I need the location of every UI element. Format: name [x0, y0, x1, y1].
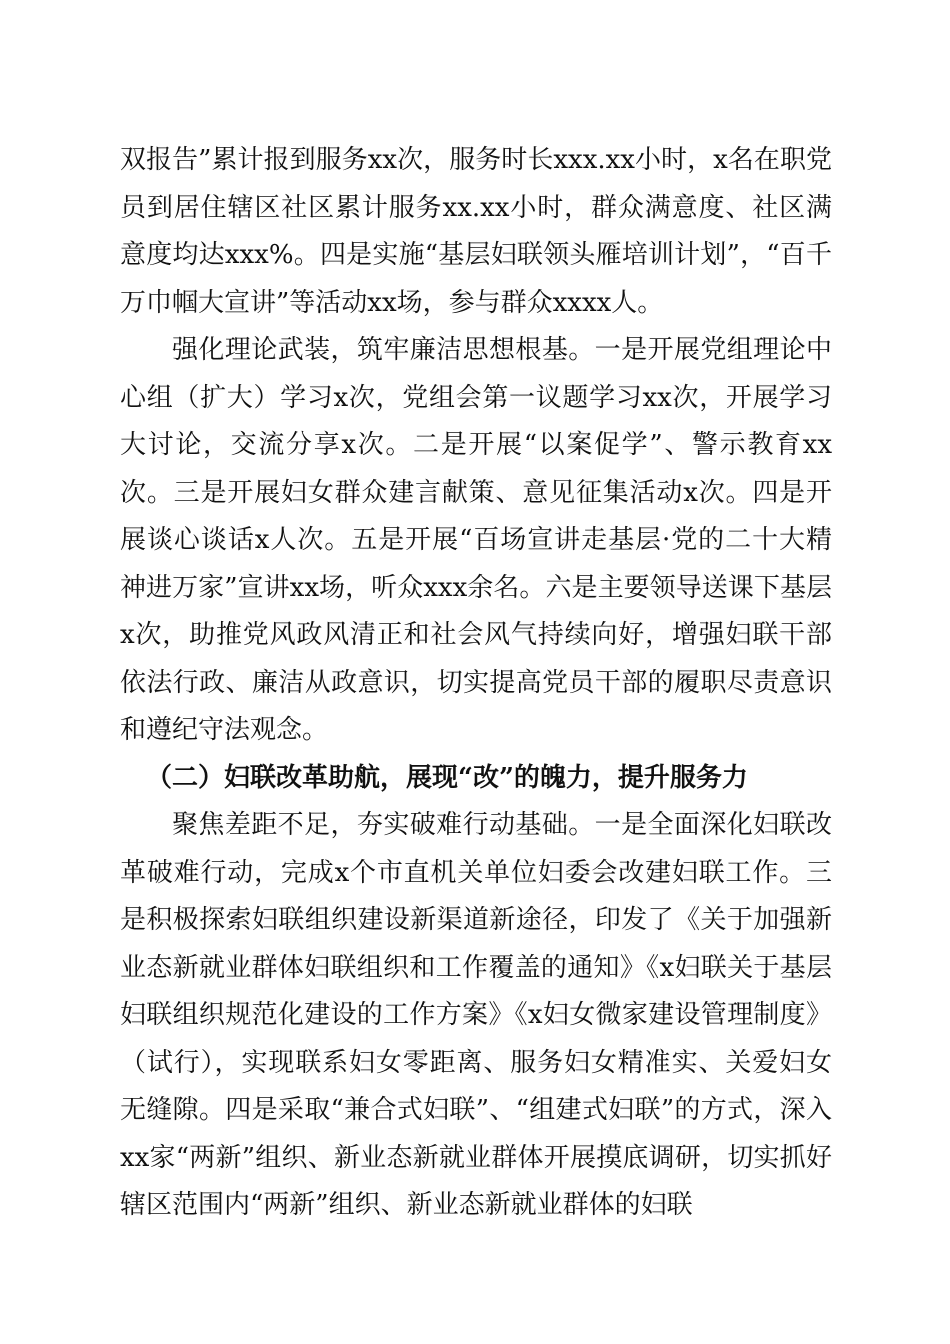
section-heading: （二）妇联改革助航，展现“改”的魄力，提升服务力: [146, 762, 748, 793]
paragraph-reform: 聚焦差距不足，夯实破难行动基础。一是全面深化妇联改革破难行动，完成x个市直机关单位妇委会改建妇联工作。三是积极探索妇联组织建设新渠道新途径，印发了《关于加强新业态新就业群体妇联组织和工作覆盖的通知》《x妇联关于基层妇联组织规范化建设的工作方案》《x妇女微家建设管理制度》（试行），实现联系妇女零距离、服务妇女精准实、关爱妇女无缝隙。四是采取“兼合式妇联”、“组建式妇联”的方式，深入xx家“两新”组织、新业态新就业群体开展摸底调研，切实抓好辖区范围内“两新”组织、新业态新就业群体的妇联: [120, 810, 832, 1220]
paragraph-continued: 双报告”累计报到服务xx次，服务时长xxx.xx小时，x名在职党员到居住辖区社区累计服务xx.xx小时，群众满意度、社区满意度均达xxx%。四是实施“基层妇联领头雁培训计划”，“百千万巾帼大宣讲”等活动xx场，参与群众xxxx人。: [120, 145, 832, 318]
document-body: [120, 137, 832, 1230]
paragraph-theory: 强化理论武装，筑牢廉洁思想根基。一是开展党组理论中心组（扩大）学习x次，党组会第一议题学习xx次，开展学习大讨论，交流分享x次。二是开展“以案促学”、警示教育xx次。三是开展妇女群众建言献策、意见征集活动x次。四是开展谈心谈话x人次。五是开展“百场宣讲走基层·党的二十大精神进万家”宣讲xx场，听众xxx余名。六是主要领导送课下基层x次，助推党风政风清正和社会风气持续向好，增强妇联干部依法行政、廉洁从政意识，切实提高党员干部的履职尽责意识和遵纪守法观念。: [120, 335, 832, 745]
